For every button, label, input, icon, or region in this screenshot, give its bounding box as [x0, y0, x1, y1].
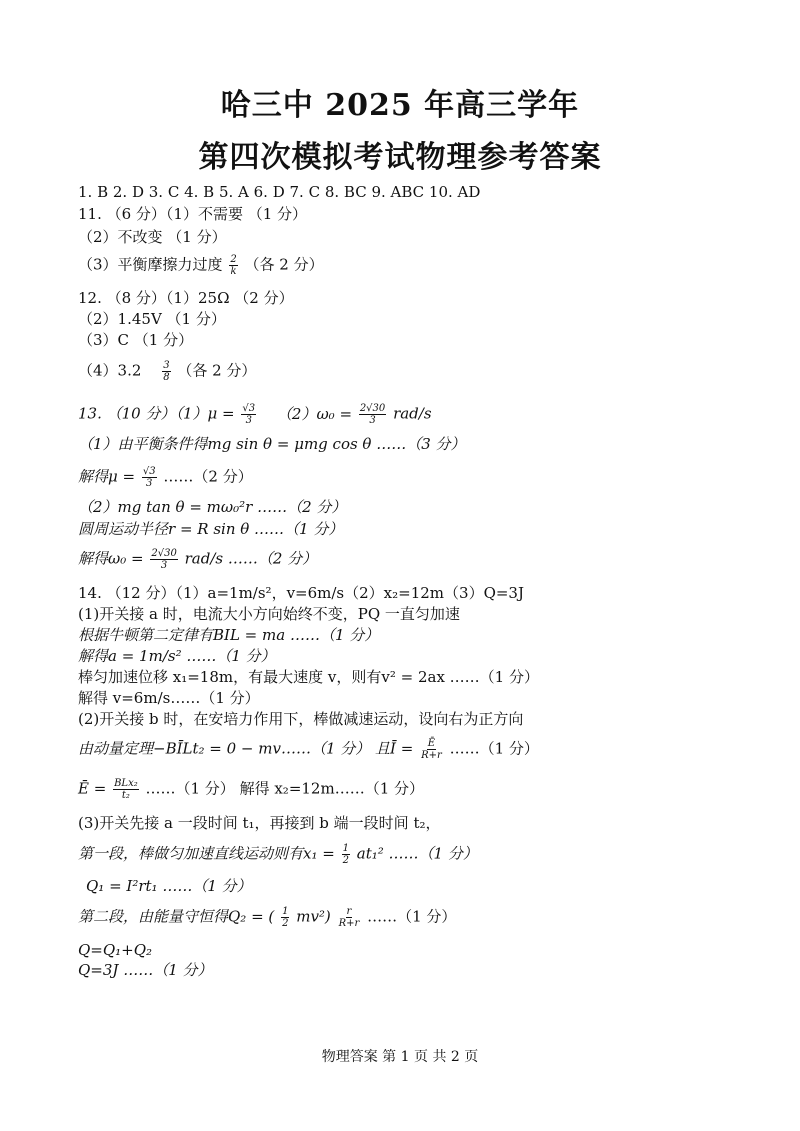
title-line-1: 哈三中 2025 年高三学年 — [220, 88, 580, 123]
q14-line-7 — [78, 738, 539, 761]
q13-line-3: （2）mg tan θ = mω₀²r ……（2 分） — [78, 498, 347, 516]
q13-head-part2: （2）ω₀ = — [276, 404, 353, 423]
q11-line-3-score: （各 2 分） — [244, 255, 324, 274]
q13-line-1: （1）由平衡条件得mg sin θ = μmg cos θ ……（3 分） — [78, 435, 466, 453]
q12-fraction: $\frac{3}{8}$ — [163, 360, 170, 383]
q14-line-3: 解得a = 1m/s² ……（1 分） — [78, 647, 276, 665]
q13-head — [78, 403, 432, 426]
q13-line-5-fraction: $\frac{2√30}{3}$ — [151, 548, 177, 571]
q13-line-4: 圆周运动半径r = R sin θ ……（1 分） — [78, 520, 344, 538]
mc-answers: 1. B 2. D 3. C 4. B 5. A 6. D 7. C 8. BC 9. ABC 10. AD — [78, 183, 481, 201]
q14-line-12-text: 第二段，由能量守恒得Q₂ = ( — [78, 907, 275, 926]
q12-line-4-text: （4）3.2 — [78, 361, 142, 380]
q11-line-3 — [78, 254, 324, 277]
q14-line-10 — [78, 843, 478, 866]
q14-line-7-score: ……（1 分） — [449, 739, 539, 758]
q13-line-2-fraction: $\frac{√3}{3}$ — [142, 466, 156, 489]
q14-line-14: Q=3J ……（1 分） — [78, 961, 213, 979]
q13-line-2-score: ……（2 分） — [163, 467, 253, 486]
q14-line-12 — [78, 906, 456, 929]
q14-line-8-fraction: $\frac{\text{BLx₂}}{\text{t₂}}$ — [114, 778, 138, 801]
q14-line-8-score: ……（1 分） 解得 x₂=12m……（1 分） — [145, 779, 425, 798]
q14-line-7-fraction: $\frac{Ē}{R+r}$ — [421, 738, 442, 761]
q14-line-12-fraction-2: $\frac{r}{R+r}$ — [338, 906, 360, 929]
q14-line-10-fraction: $\frac{1}{2}$ — [342, 843, 349, 866]
q13-head-unit: rad/s — [393, 404, 432, 423]
q11-line-3-text: （3）平衡摩擦力过度 — [78, 255, 223, 274]
q12-line-4-score: （各 2 分） — [177, 361, 257, 380]
q14-head: 14. （12 分）（1）a=1m/s²，v=6m/s（2）x₂=12m（3）Q=3J — [78, 584, 524, 602]
q14-line-4: 棒匀加速位移 x₁=18m，有最大速度 v，则有v² = 2ax ……（1 分） — [78, 668, 539, 686]
q12-line-1: 12. （8 分）（1）25Ω （2 分） — [78, 289, 294, 307]
q13-line-2-text: 解得μ = — [78, 467, 136, 486]
q14-line-6: (2)开关接 b 时，在安培力作用下，棒做减速运动，设向右为正方向 — [78, 710, 524, 728]
q13-line-5-score: rad/s ……（2 分） — [184, 549, 318, 568]
q14-line-5: 解得 v=6m/s……（1 分） — [78, 689, 260, 707]
q11-fraction: $\frac{2}{k}$ — [230, 254, 237, 277]
q11-line-2: （2）不改变 （1 分） — [78, 228, 227, 246]
q13-line-5-text: 解得ω₀ = — [78, 549, 144, 568]
q14-line-9: (3)开关先接 a 一段时间 t₁，再接到 b 端一段时间 t₂， — [78, 814, 441, 832]
title-line-2: 第四次模拟考试物理参考答案 — [198, 140, 602, 175]
page-footer: 物理答案 第 1 页 共 2 页 — [321, 1049, 479, 1065]
q14-line-10-text: 第一段，棒做匀加速直线运动则有x₁ = — [78, 844, 335, 863]
q14-line-12-score: ……（1 分） — [367, 907, 457, 926]
q13-line-2 — [78, 466, 253, 489]
q13-omega-fraction: $\frac{2√30}{3}$ — [359, 403, 386, 426]
q14-line-8-text: Ē = — [78, 779, 107, 798]
q14-line-11: Q₁ = I²rt₁ ……（1 分） — [86, 877, 252, 895]
q14-line-12-fraction-1: $\frac{1}{2}$ — [282, 906, 289, 929]
q14-line-7-text: 由动量定理−BĪLt₂ = 0 − mv……（1 分） 且Ī = — [78, 739, 414, 758]
q14-line-1: (1)开关接 a 时，电流大小方向始终不变，PQ 一直匀加速 — [78, 605, 460, 623]
q14-line-10-score: at₁² ……（1 分） — [356, 844, 478, 863]
q11-line-1: 11. （6 分）（1）不需要 （1 分） — [78, 205, 308, 223]
q14-line-12-mid: mv²) — [296, 907, 331, 926]
q14-line-2: 根据牛顿第二定律有BIL = ma ……（1 分） — [78, 626, 380, 644]
q14-line-8 — [78, 778, 424, 801]
q13-head-part1: 13. （10 分）（1）μ = — [78, 404, 235, 423]
q14-line-13: Q=Q₁+Q₂ — [78, 941, 153, 959]
q12-line-4 — [78, 360, 256, 383]
q13-line-5 — [78, 548, 317, 571]
q12-line-3: （3）C （1 分） — [78, 331, 194, 349]
q12-line-2: （2）1.45V （1 分） — [78, 310, 226, 328]
q13-mu-fraction: $\frac{√3}{3}$ — [242, 403, 256, 426]
